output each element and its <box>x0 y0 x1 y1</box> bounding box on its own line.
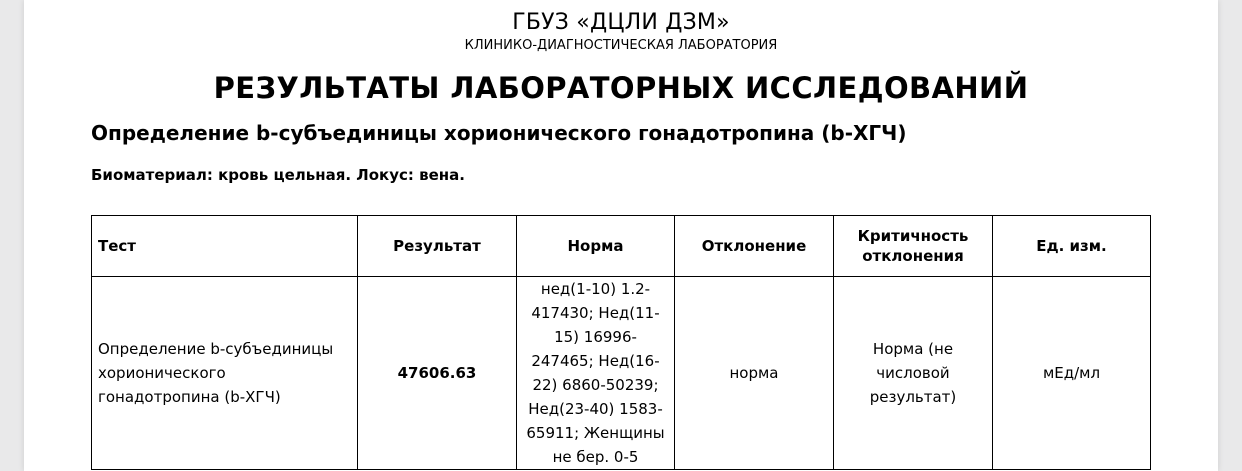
results-table <box>91 215 1151 470</box>
header-result: Результат <box>358 216 517 277</box>
cell-norm-range: нед(1-10) 1.2-417430; Нед(11-15) 16996-247465; Нед(16-22) 6860-50239; Нед(23-40) 1583-65911; Женщины не бер. 0-5 <box>517 277 675 470</box>
header-deviation: Отклонение <box>675 216 834 277</box>
report-page <box>24 0 1218 471</box>
laboratory-name: КЛИНИКО-ДИАГНОСТИЧЕСКАЯ ЛАБОРАТОРИЯ <box>464 38 778 53</box>
cell-deviation: норма <box>675 277 834 470</box>
cell-test-name: Определение b-субъединицы хорионического гонадотропина (b-ХГЧ) <box>92 277 358 470</box>
cell-criticality: Норма (не числовой результат) <box>834 277 993 470</box>
biomaterial-info: Биоматериал: кровь цельная. Локус: вена. <box>91 166 465 184</box>
header-norm: Норма <box>517 216 675 277</box>
header-unit: Ед. изм. <box>993 216 1151 277</box>
test-section-title: Определение b-субъединицы хорионического гонадотропина (b-ХГЧ) <box>91 121 907 145</box>
header-criticality: Критичность отклонения <box>834 216 993 277</box>
document-title: РЕЗУЛЬТАТЫ ЛАБОРАТОРНЫХ ИССЛЕДОВАНИЙ <box>213 71 1029 105</box>
table-header-row <box>92 216 1151 277</box>
table-row <box>92 277 1151 470</box>
header-test: Тест <box>92 216 358 277</box>
cell-unit: мЕд/мл <box>993 277 1151 470</box>
organization-name: ГБУЗ «ДЦЛИ ДЗМ» <box>512 10 730 35</box>
cell-result-value: 47606.63 <box>358 277 517 470</box>
